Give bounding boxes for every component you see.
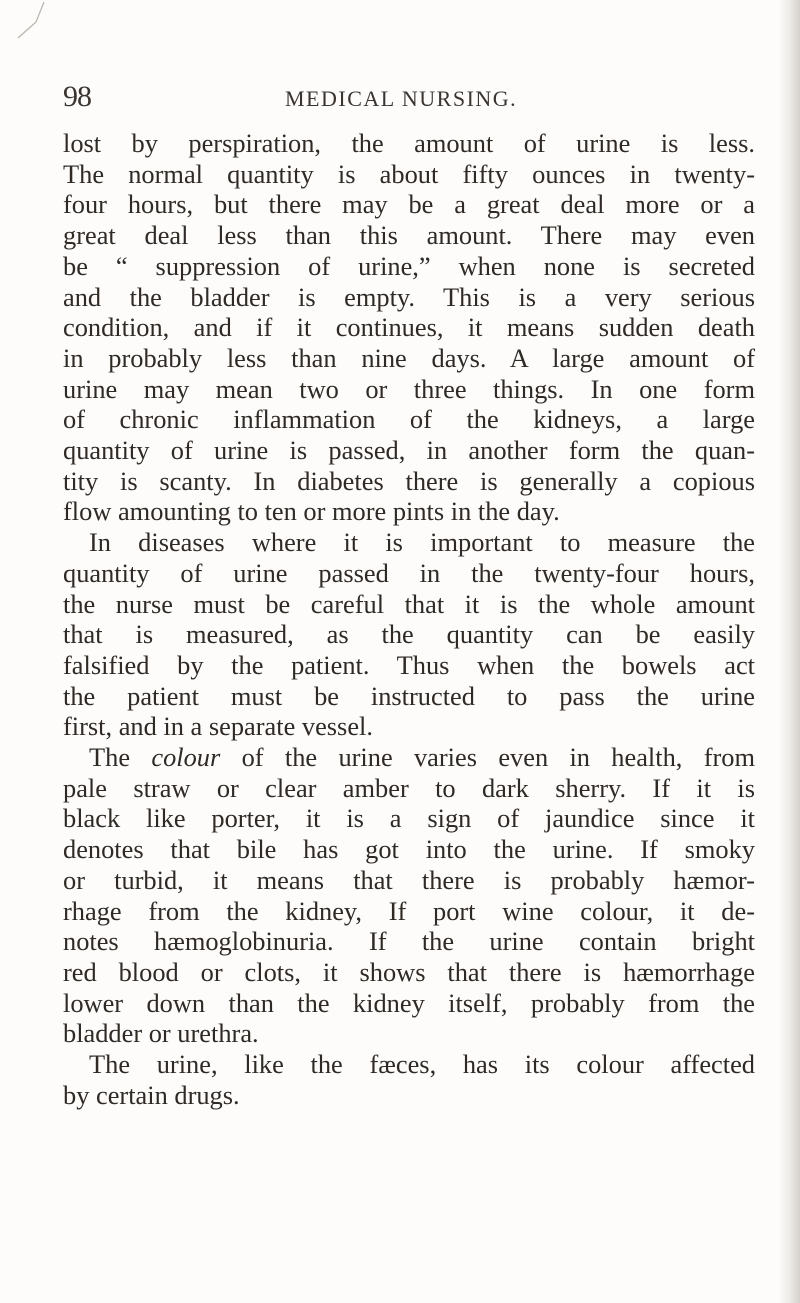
text-line: The normal quantity is about fifty ounces in twenty- — [63, 158, 755, 189]
text-line: great deal less than this amount. There may even — [63, 220, 755, 251]
pencil-mark — [14, 0, 74, 40]
running-title: MEDICAL NURSING. — [285, 86, 518, 111]
text-line: quantity of urine passed in the twenty-four hours, — [63, 557, 755, 588]
text-line: lost by perspiration, the amount of urine is less. — [63, 128, 755, 158]
text-line: be “ suppression of urine,” when none is secreted — [63, 250, 755, 281]
text-line-with-italic: The colour of the urine varies even in health, from — [89, 742, 755, 773]
text-line: by certain drugs. — [63, 1079, 240, 1110]
text-line: flow amounting to ten or more pints in the day. — [63, 496, 560, 527]
text-line: rhage from the kidney, If port wine colour, it de- — [63, 895, 755, 926]
text-line: and the bladder is empty. This is a very serious — [63, 281, 755, 312]
text-line: quantity of urine is passed, in another form the quan- — [63, 435, 755, 466]
text-line: pale straw or clear amber to dark sherry. If it is — [63, 772, 755, 803]
text-line: bladder or urethra. — [63, 1018, 259, 1049]
text-line: the nurse must be careful that it is the whole amount — [63, 588, 755, 619]
text-line: the patient must be instructed to pass the urine — [63, 680, 755, 711]
text-line: red blood or clots, it shows that there is hæmorrhage — [63, 956, 755, 987]
text-line: lower down than the kidney itself, probably from the — [63, 987, 755, 1018]
text-line: of chronic inflammation of the kidneys, a large — [63, 404, 755, 435]
italic-term: colour — [151, 742, 221, 773]
text-line: denotes that bile has got into the urine. If smoky — [63, 834, 755, 865]
text-line: black like porter, it is a sign of jaundice since it — [63, 803, 755, 834]
page-edge-shadow — [778, 0, 800, 1303]
text-line: first, and in a separate vessel. — [63, 711, 373, 742]
text-line: notes hæmoglobinuria. If the urine contain bright — [63, 926, 755, 957]
text-line: In diseases where it is important to measure the — [89, 527, 755, 558]
text-line: falsified by the patient. Thus when the bowels act — [63, 649, 755, 680]
text-line: The urine, like the fæces, has its colour affected — [89, 1049, 755, 1080]
text-line: four hours, but there may be a great deal more or a — [63, 189, 755, 220]
text-line: that is measured, as the quantity can be easily — [63, 619, 755, 650]
page-header — [63, 80, 753, 120]
text-line: or turbid, it means that there is probably hæmor- — [63, 864, 755, 895]
text-line: urine may mean two or three things. In one form — [63, 373, 755, 404]
text-line: condition, and if it continues, it means sudden death — [63, 312, 755, 343]
body-text — [63, 128, 755, 1111]
text-line: tity is scanty. In diabetes there is generally a copious — [63, 465, 755, 496]
page-number: 98 — [63, 80, 91, 113]
text-line: in probably less than nine days. A large amount of — [63, 342, 755, 373]
